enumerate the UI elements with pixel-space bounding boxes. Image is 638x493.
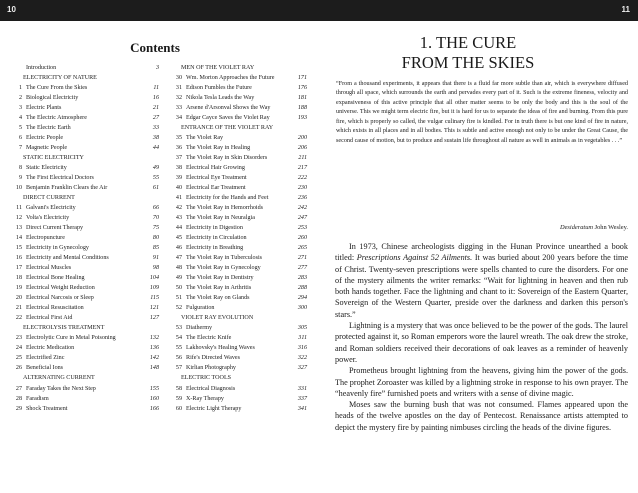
toc-entry-title: Electricity in Breathing (186, 245, 244, 252)
toc-entry (168, 404, 313, 414)
toc-entry-number: 49 (175, 275, 182, 282)
toc-entry-title: Kirlian Photography (186, 365, 236, 372)
toc-entry (168, 193, 313, 203)
toc-entry-page: 217 (297, 165, 307, 172)
toc-entry-number: 50 (175, 285, 182, 292)
toc-entry-title: The Violet Ray in Tuberculosis (186, 255, 263, 262)
toc-entry-number: 5 (18, 125, 22, 132)
toc-entry-page: 136 (149, 345, 159, 352)
toc-section-heading (10, 73, 155, 83)
toc-entry-page: 271 (297, 255, 307, 262)
toc-section-heading (168, 373, 313, 383)
toc-entry (168, 343, 313, 353)
body-paragraph: Prometheus brought lightning from the heavens, giving him the power of the gods. The prophet Zoroaster was killed by a lightning stroke in response to his own prayer. The “heavenly fire” furnished poets and writers with a sense of divine magic. (335, 366, 628, 398)
toc-entry-title: ALTERNATING CURRENT (23, 375, 95, 382)
toc-entry-number: 14 (15, 235, 22, 242)
toc-entry-number: 18 (15, 275, 22, 282)
toc-entry-number: 38 (175, 165, 182, 172)
toc-entry-title: Rife's Directed Waves (186, 355, 240, 362)
toc-entry-number: 8 (18, 165, 22, 172)
toc-entry-title: The Electric Knife (186, 335, 232, 342)
toc-entry-page: 127 (149, 315, 159, 322)
toc-entry (168, 143, 313, 153)
toc-entry (168, 384, 313, 394)
toc-entry-number: 39 (175, 175, 182, 182)
toc-section-heading (168, 123, 313, 133)
toc-entry (10, 103, 159, 113)
toc-entry-title: Electrical Ear Treatment (186, 185, 246, 192)
toc-entry-number: 17 (15, 265, 22, 272)
toc-entry-page: 132 (149, 335, 159, 342)
toc-entry-title: Shock Treatment (26, 405, 68, 412)
toc-entry-title: Beneficial Ions (26, 365, 64, 372)
toc-entry-number: 3 (18, 105, 22, 112)
toc-entry-title: The Violet Ray in Neuralgia (186, 215, 255, 222)
toc-entry (168, 113, 313, 123)
toc-entry-number: 4 (18, 115, 22, 122)
toc-entry (10, 394, 159, 404)
toc-entry-page: 341 (297, 405, 307, 412)
toc-entry-title: The Violet Ray in Gynecology (186, 265, 261, 272)
toc-entry-title: The Violet Ray in Skin Disorders (186, 155, 268, 162)
toc-entry-title: Benjamin Franklin Clears the Air (26, 185, 108, 192)
epigraph-attribution (336, 224, 628, 231)
toc-entry-number: 15 (15, 245, 22, 252)
toc-entry-page: 331 (297, 385, 307, 392)
toc-entry-page: 283 (297, 275, 307, 282)
toc-entry-number: 48 (175, 265, 182, 272)
toc-entry-number: 23 (15, 335, 22, 342)
toc-entry-title: Electrical Weight Reduction (26, 285, 95, 292)
toc-entry-number: 1 (18, 85, 22, 92)
toc-entry-number: 35 (175, 135, 182, 142)
toc-entry-title: The Violet Ray in Healing (186, 145, 251, 152)
toc-entry-page: 27 (152, 115, 159, 122)
toc-entry-page: 171 (297, 75, 307, 82)
toc-entry (10, 183, 159, 193)
toc-entry-title: Magnetic People (26, 145, 68, 152)
page-header-bar (0, 0, 638, 21)
toc-entry-number: 26 (15, 365, 22, 372)
toc-entry-number: 53 (175, 325, 182, 332)
toc-entry (168, 83, 313, 93)
toc-entry-title: Electricity and Mental Conditions (26, 255, 109, 262)
toc-entry-number: 31 (175, 85, 182, 92)
toc-entry-title: Diathermy (186, 325, 213, 332)
toc-entry (10, 353, 159, 363)
toc-entry-number: 44 (175, 225, 182, 232)
toc-entry (10, 343, 159, 353)
toc-entry-number: 60 (175, 405, 182, 412)
toc-entry (10, 404, 159, 414)
toc-entry (168, 323, 313, 333)
toc-entry-title: The Violet Ray (186, 135, 224, 142)
toc-entry-page: 148 (149, 365, 159, 372)
toc-entry-page: 166 (149, 405, 159, 412)
toc-entry-title: Electric Plants (26, 105, 62, 112)
toc-entry-title: STATIC ELECTRICITY (23, 155, 84, 162)
toc-entry (10, 163, 159, 173)
toc-entry-page: 337 (297, 395, 307, 402)
toc-entry (168, 133, 313, 143)
body-paragraph (335, 241, 628, 320)
toc-entry (168, 183, 313, 193)
toc-entry-title: Electrolytic Cure in Metal Poisoning (26, 335, 116, 342)
toc-entry-page: 142 (149, 355, 159, 362)
toc-entry (168, 333, 313, 343)
toc-entry-page: 70 (152, 215, 159, 222)
toc-entry-page: 230 (297, 185, 307, 192)
toc-entry-page: 109 (149, 285, 159, 292)
toc-entry (10, 123, 159, 133)
toc-section-heading (10, 373, 155, 383)
toc-entry-title: The Cure From the Skies (26, 85, 88, 92)
toc-entry-title: Electrical Narcosis or Sleep (26, 295, 94, 302)
toc-entry-number: 32 (175, 95, 182, 102)
contents-left-column (10, 63, 159, 414)
toc-entry-page: 300 (297, 305, 307, 312)
toc-entry (10, 203, 159, 213)
toc-entry (10, 293, 159, 303)
toc-entry (168, 273, 313, 283)
toc-entry-title: The Violet Ray in Hemorrhoids (186, 205, 264, 212)
toc-section-heading (10, 323, 155, 333)
toc-entry (168, 303, 313, 313)
toc-entry-page: 11 (153, 85, 159, 92)
toc-entry-number: 36 (175, 145, 182, 152)
toc-entry-page: 277 (297, 265, 307, 272)
toc-entry-page: 115 (150, 295, 159, 302)
toc-entry (10, 283, 159, 293)
toc-section-heading (10, 153, 155, 163)
toc-entry-title: Arsene d'Arsonval Shows the Way (186, 105, 271, 112)
toc-entry-page: 206 (297, 145, 307, 152)
toc-entry-number: 28 (15, 395, 22, 402)
toc-entry-title: Electrified Zinc (26, 355, 65, 362)
toc-entry-page: 294 (297, 295, 307, 302)
toc-entry (10, 63, 159, 73)
toc-entry-number: 59 (175, 395, 182, 402)
toc-entry-page: 16 (152, 95, 159, 102)
toc-entry-title: Electric Medication (26, 345, 75, 352)
toc-entry-page: 311 (298, 335, 307, 342)
toc-entry (168, 153, 313, 163)
toc-entry (10, 213, 159, 223)
toc-entry-title: Direct Current Therapy (26, 225, 84, 232)
toc-entry-title: Nikola Tesla Leads the Way (186, 95, 255, 102)
toc-entry-title: The Violet Ray on Glands (186, 295, 250, 302)
toc-entry-number: 41 (175, 195, 182, 202)
toc-entry-page: 305 (297, 325, 307, 332)
toc-entry (10, 363, 159, 373)
toc-entry-title: Electricity in Digestion (186, 225, 243, 232)
toc-entry-page: 181 (297, 95, 307, 102)
toc-entry-number: 47 (175, 255, 182, 262)
toc-entry-number: 2 (18, 95, 22, 102)
toc-entry (168, 73, 313, 83)
toc-entry-page: 193 (297, 115, 307, 122)
toc-entry-page: 104 (149, 275, 159, 282)
toc-entry-title: Electricity in Circulation (186, 235, 247, 242)
book-title: Prescriptions Against 52 Ailments. (356, 253, 473, 263)
toc-entry (10, 173, 159, 183)
toc-entry-title: Electrical Eye Treatment (186, 175, 247, 182)
toc-entry (168, 93, 313, 103)
toc-entry-page: 327 (297, 365, 307, 372)
toc-entry-title: ELECTROLYSIS TREATMENT (23, 325, 105, 332)
toc-entry-page: 265 (297, 245, 307, 252)
toc-entry-title: Galvani's Electricity (26, 205, 76, 212)
toc-entry (168, 233, 313, 243)
toc-entry-number: 33 (175, 105, 182, 112)
toc-entry-page: 316 (297, 345, 307, 352)
toc-entry-title: Edgar Cayce Saves the Violet Ray (186, 115, 270, 122)
toc-entry-number: 37 (175, 155, 182, 162)
toc-entry-title: MEN OF THE VIOLET RAY (181, 65, 255, 71)
toc-entry-title: Faradism (26, 395, 49, 402)
toc-entry-title: The Electric Atmosphere (26, 115, 87, 122)
toc-entry-title: VIOLET RAY EVOLUTION (181, 315, 254, 322)
toc-entry (168, 253, 313, 263)
body-paragraph: Moses saw the burning bush that was not consumed. Flames appeared upon the heads of the twelve apostles on the day of Pentecost. Renaissance artists attempted to depict the mystery fire by painting nimbuses circling the heads of the divine figures. (335, 400, 628, 432)
toc-entry (168, 394, 313, 404)
toc-entry-number: 52 (175, 305, 182, 312)
toc-entry-title: Edison Fumbles the Future (186, 85, 252, 92)
toc-entry-number: 40 (175, 185, 182, 192)
toc-entry-title: Wm. Morton Approaches the Future (186, 75, 275, 82)
toc-entry-page: 44 (152, 145, 159, 152)
toc-entry (10, 133, 159, 143)
toc-entry-number: 6 (18, 135, 22, 142)
toc-entry (168, 103, 313, 113)
toc-entry-number: 58 (175, 385, 182, 392)
toc-entry (168, 163, 313, 173)
toc-entry-title: Lakhovsky's Healing Waves (186, 345, 255, 352)
toc-entry (10, 243, 159, 253)
toc-entry-number: 45 (175, 235, 182, 242)
toc-entry-title: The Violet Ray in Arthritis (186, 285, 252, 292)
toc-entry (10, 313, 159, 323)
toc-entry-page: 188 (297, 105, 307, 112)
toc-section-heading (168, 313, 313, 323)
toc-entry-number: 11 (16, 205, 22, 212)
toc-entry-number: 42 (175, 205, 182, 212)
toc-entry-number: 46 (175, 245, 182, 252)
toc-entry-page: 211 (298, 155, 307, 162)
toc-entry-title: Introduction (26, 65, 57, 71)
contents-title: Contents (130, 40, 180, 55)
toc-entry (168, 173, 313, 183)
toc-entry-title: Electrical Muscles (26, 265, 72, 272)
toc-section-heading (10, 193, 155, 203)
toc-entry (10, 263, 159, 273)
toc-entry-number: 56 (175, 355, 182, 362)
toc-entry (10, 93, 159, 103)
toc-entry-title: Electrical Bone Healing (26, 275, 85, 282)
toc-entry-title: Electropuncture (26, 235, 65, 242)
toc-entry-page: 55 (152, 175, 159, 182)
toc-entry-number: 30 (175, 75, 182, 82)
toc-entry-title: Electrical Resuscitation (26, 305, 84, 312)
toc-entry (10, 223, 159, 233)
epigraph-author: John Wesley. (594, 224, 628, 231)
toc-entry-number: 22 (15, 315, 22, 322)
toc-entry-title: Electrical Diagnosis (186, 385, 236, 392)
chapter-body (335, 241, 628, 433)
toc-entry-number: 24 (15, 345, 22, 352)
toc-entry-page: 176 (297, 85, 307, 92)
toc-entry-page: 3 (155, 65, 159, 71)
toc-entry (10, 83, 159, 93)
toc-entry-title: Biological Electricity (26, 95, 79, 102)
toc-entry-title: The First Electrical Doctors (26, 175, 94, 182)
toc-entry-title: The Violet Ray in Dentistry (186, 275, 254, 282)
toc-entry-page: 80 (152, 235, 159, 242)
toc-entry-page: 21 (152, 105, 159, 112)
toc-entry (10, 273, 159, 283)
epigraph: “From a thousand experiments, it appears that there is a fluid far more subtle than air, which is everywhere diffused through all space, which surrounds the earth and pervades every part of it. Such is the extreme fineness, velocity and expansiveness of this active principle that all other matter seems to be only the body and this is the soul of the universe. This we might term electric fire, but it is hard for us to separate the ideas of fire and burning. From this pure fire, which is properly so called, the vulgar culinary fire is kindled. For in truth there is but one kind of fire in nature, which exists in all places and in all bodies. This is subtle and active enough not only to be under the Great Cause, the second cause of motion, but to produce and sustain life throughout all nature as well in animals as in vegetables . . .” (336, 81, 628, 144)
toc-entry (10, 143, 159, 153)
toc-entry-title: X-Ray Therapy (186, 395, 224, 402)
toc-entry-page: 98 (152, 265, 159, 272)
toc-entry-page: 288 (297, 285, 307, 292)
toc-entry-page: 160 (149, 395, 159, 402)
toc-entry-title: ELECTRIC TOOLS (181, 375, 232, 382)
contents-right-column (168, 63, 313, 414)
toc-entry-number: 34 (175, 115, 182, 122)
chapter-title (372, 33, 564, 73)
toc-entry (10, 333, 159, 343)
toc-entry-page: 260 (297, 235, 307, 242)
toc-section-heading (168, 63, 313, 73)
toc-entry-title: Faraday Takes the Next Step (26, 385, 96, 392)
paragraph-1-start: In 1973, Chinese archeologists digging in the Hunan Province unearthed a book titled: (335, 242, 628, 263)
toc-entry-page: 49 (152, 165, 159, 172)
toc-entry-number: 57 (175, 365, 182, 372)
toc-entry-title: ENTRANCE OF THE VIOLET RAY (181, 125, 274, 132)
toc-entry-page: 253 (297, 225, 307, 232)
toc-entry-number: 19 (15, 285, 22, 292)
toc-entry-page: 121 (149, 305, 159, 312)
toc-entry-number: 10 (15, 185, 22, 192)
toc-entry-number: 51 (175, 295, 182, 302)
toc-entry-page: 222 (297, 175, 307, 182)
toc-entry-title: Electric Light Therapy (186, 405, 242, 412)
epigraph-source: Desideratum (559, 224, 593, 231)
toc-entry (168, 203, 313, 213)
chapter-title-line-1: 1. THE CURE (419, 33, 517, 52)
toc-entry-title: Electrical Hair Growing (186, 165, 245, 172)
toc-entry-page: 38 (152, 135, 159, 142)
toc-entry (10, 113, 159, 123)
right-page-number: 11 (621, 5, 630, 14)
toc-entry (10, 303, 159, 313)
toc-entry (168, 293, 313, 303)
paragraph-1-end: It was buried about 200 years before the time of Christ. Twenty-seven prescriptions were spells chanted to cure the disorders. For one of the mystery ailments the writer remarks: “Wait for lightning in heaven and then rub both hands together. Face the lightning and chant to it: Sovereign of the Eastern Quarter, Sovereign of the Western Quarter, preside over the darkness and darken this person's stars.” (335, 253, 628, 319)
toc-entry-number: 12 (15, 215, 22, 222)
toc-entry-page: 155 (149, 385, 159, 392)
toc-entry (10, 384, 159, 394)
toc-entry-title: Electrical First Aid (26, 315, 73, 322)
toc-entry-title: ELECTRICITY OF NATURE (23, 75, 97, 82)
toc-entry-number: 43 (175, 215, 182, 222)
toc-entry-page: 236 (297, 195, 307, 202)
toc-entry-page: 247 (297, 215, 307, 222)
toc-entry-page: 61 (152, 185, 159, 192)
toc-entry-number: 20 (15, 295, 22, 302)
chapter-title-line-2: FROM THE SKIES (401, 53, 535, 72)
toc-entry-page: 75 (152, 225, 159, 232)
toc-entry-page: 200 (297, 135, 307, 142)
body-paragraph: Lightning is a mystery that was once believed to be the power of the gods. The laurel protected against it, so Roman emperors wore the laurel wreath. The oak drew the stroke, and Roman soldiers received their decorations of oak leaves as a reminder of heavenly power. (335, 321, 628, 364)
toc-entry-title: Electric People (26, 135, 64, 142)
toc-entry (168, 263, 313, 273)
toc-entry-number: 27 (15, 385, 22, 392)
toc-entry-number: 29 (15, 405, 22, 412)
toc-entry-page: 66 (152, 205, 159, 212)
toc-entry-number: 21 (15, 305, 22, 312)
toc-entry-number: 7 (18, 145, 22, 152)
toc-entry-title: The Electric Earth (26, 125, 71, 132)
toc-entry-page: 33 (152, 125, 159, 132)
toc-entry (10, 253, 159, 263)
toc-entry-title: Volta's Electricity (26, 215, 70, 222)
toc-entry (168, 223, 313, 233)
toc-entry-title: Electricity for the Hands and Feet (186, 195, 269, 202)
toc-entry (168, 213, 313, 223)
toc-entry-number: 25 (15, 355, 22, 362)
toc-entry-number: 55 (175, 345, 182, 352)
toc-entry-number: 16 (15, 255, 22, 262)
toc-entry-number: 13 (15, 225, 22, 232)
toc-entry-page: 91 (152, 255, 159, 262)
left-page-number: 10 (7, 5, 16, 14)
toc-entry (168, 243, 313, 253)
toc-entry (168, 283, 313, 293)
toc-entry-page: 242 (297, 205, 307, 212)
toc-entry-page: 85 (152, 245, 159, 252)
toc-entry (168, 353, 313, 363)
toc-entry-number: 54 (175, 335, 182, 342)
toc-entry-title: DIRECT CURRENT (23, 195, 75, 202)
toc-entry (168, 363, 313, 373)
toc-entry-number: 9 (18, 175, 22, 182)
toc-entry (10, 233, 159, 243)
toc-entry-title: Static Electricity (26, 165, 67, 172)
toc-entry-title: Electricity in Gynecology (26, 245, 89, 252)
toc-entry-title: Fulguration (186, 305, 215, 312)
toc-entry-page: 322 (297, 355, 307, 362)
